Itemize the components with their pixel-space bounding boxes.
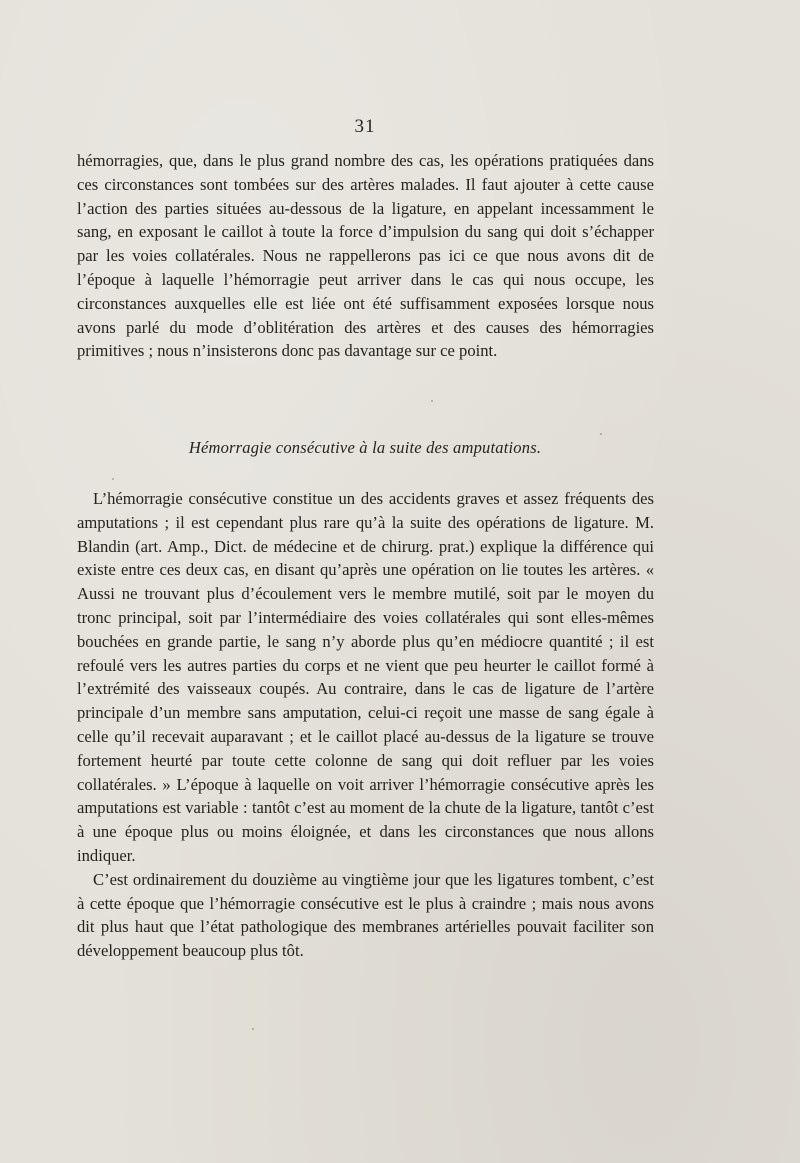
paper-speck: [112, 478, 114, 480]
text-block-top: [77, 149, 654, 363]
paragraph-ligature-timing: C’est ordinairement du douzième au vingtième jour que les ligatures tombent, c’est à cette époque que l’hémorragie consécutive est le plus à craindre ; mais nous avons dit plus haut que l’état pathologique des membranes artérielles pouvait faciliter son développement beaucoup plus tôt.: [77, 869, 654, 961]
paragraph-amputation-hemorrhage: L’hémorragie consécutive constitue un des accidents graves et assez fréquents des amputations ; il est cependant plus rare qu’à la suite des opérations de ligature. M. Blandin (art. Amp., Dict. de médecine et de chirurg. prat.) explique la différence qui existe entre ces deux cas, en disant qu’après une opération on lie toutes les artères. « Aussi ne trouvant plus d’écoulement vers le membre mutilé, soit par le moyen du tronc principal, soit par l’intermédiaire des voies collatérales qui sont elles-mêmes bouchées en grande partie, le sang n’y aborde plus qu’en médiocre quantité ; il est refoulé vers les autres parties du corps et ne vient que peu heurter le caillot formé à l’extrémité des vaisseaux coupés. Au contraire, dans le cas de ligature de l’artère principale d’un membre sans amputation, celui-ci reçoit une masse de sang égale à celle qu’il recevait auparavant ; et le caillot placé au-dessus de la ligature se trouve fortement heurté par toute cette colonne de sang qui doit refluer par les voies collatérales. » L’époque à laquelle on voit arriver l’hémorragie consécutive après les amputations est variable : tantôt c’est au moment de la chute de la ligature, tantôt c’est à une époque plus ou moins éloignée, et dans les circonstances que nous allons indiquer.: [77, 489, 654, 865]
paper-speck: [252, 1028, 254, 1030]
text-block-section: [77, 487, 654, 963]
paragraph-continued: hémorragies, que, dans le plus grand nombre des cas, les opérations pratiquées dans ces circonstances sont tombées sur des artères malades. Il faut ajouter à cette cause l’action des parties situées au-dessous de la ligature, en appelant incessamment le sang, en exposant le caillot à toute la force d’impulsion du sang qui doit s’échapper par les voies collatérales. Nous ne rappellerons pas ici ce que nous avons dit de l’époque à laquelle l’hémorragie peut arriver dans le cas qui nous occupe, les circonstances auxquelles elle est liée ont été suffisamment exposées lorsque nous avons parlé du mode d’oblitération des artères et des causes des hémorragies primitives ; nous n’insisterons donc pas davantage sur ce point.: [77, 151, 654, 361]
section-heading: Hémorragie consécutive à la suite des amputations.: [188, 438, 542, 457]
paper-speck: [600, 433, 602, 435]
paper-speck: [431, 400, 433, 402]
page-number: 31: [354, 116, 376, 137]
